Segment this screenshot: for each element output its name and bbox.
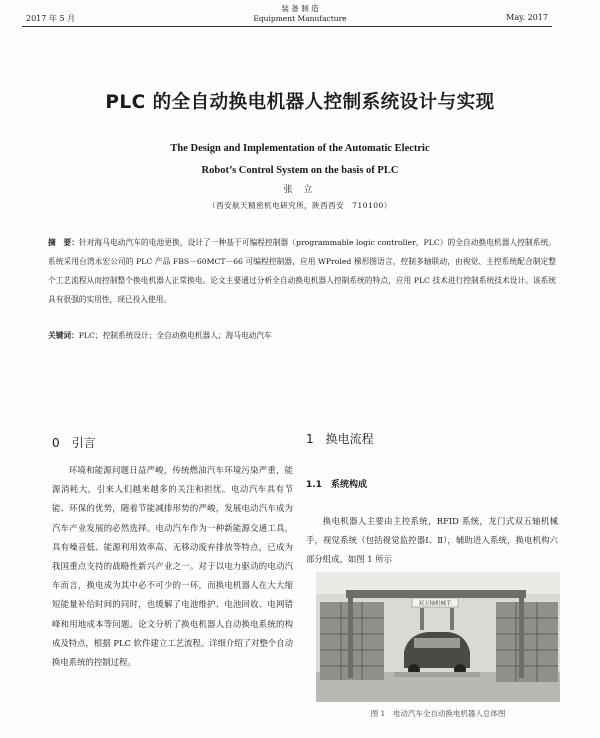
keywords-label: 关键词：: [48, 331, 79, 340]
battery-rack-right: [496, 602, 558, 682]
abstract-label: 摘 要：: [48, 238, 80, 247]
title-en-line1: The Design and Implementation of the Automatic Electric: [170, 143, 430, 154]
section-heading-process: 1 换电流程: [306, 432, 374, 446]
figure-caption: 图 1 电动汽车全自动换电机器人总体图: [370, 709, 506, 718]
journal-name-en: Equipment Manufacture: [253, 14, 347, 23]
figure-label: 双五轴机械手: [418, 601, 452, 607]
figure-robot-photo: [316, 572, 560, 702]
intro-paragraph: 环境和能源问题日益严峻，传统燃油汽车环境污染严重，能源消耗大，引来人们越来越多的关注和担忧。电动汽车具有节能、环保的优势，随着节能减排形势的严峻，发展电动汽车成为汽车产业发展的必然选择。电动汽车作为一种新能源交通工具，具有噪音低、能源利用效率高、无移动废弃排放等特点，已成为我国重点支持的战略性新兴产业之一。对于以电力驱动的电动汽车而言，换电成为其中必不可少的一环，而换电机器人在大大缩短能量补给时间的同时，也缓解了电池维护、电池回收、电网错峰和用地成本等问题。论文分析了换电机器人自动换电系统的构成及特点，根据 PLC 软件建立工艺流程。详细介绍了对整个自动换电系统的控制过程。: [52, 465, 293, 668]
subsection-heading-system: 1.1 系统构成: [306, 480, 367, 490]
abstract-text: 针对海马电动汽车的电池更换，设计了一种基于可编程控制器（programmable logic controller，PLC）的全自动换电机器人控制系统。系统采用台湾永宏公司的 PLC 产品 FBS－60MCT－66 可编程控制器，应用 WProled 梯形图语言，控制多轴联动，由视觉、主控系统配合制定整个工艺流程从而控制整个换电机器人正常换电。论文主要通过分析全自动换电机器人控制系统的特点，应用 PLC 技术进行控制系统技术设计。该系统具有很强的实用性，现已投入使用。: [48, 238, 556, 304]
journal-name-cn: 装 备 制 造: [281, 4, 319, 13]
gantry-beam: [346, 590, 526, 598]
title-cn: PLC 的全自动换电机器人控制系统设计与实现: [105, 92, 495, 113]
robot-arm-left: [420, 608, 424, 630]
electric-car: [404, 632, 470, 668]
header-rule: [22, 26, 552, 27]
abstract: [48, 233, 556, 309]
title-en-line2: Robot’s Control System on the basis of PLC: [201, 165, 399, 176]
intro-body: [52, 461, 293, 672]
author: 张 立: [283, 185, 317, 195]
title-en: [0, 138, 600, 182]
section-heading-intro: 0 引言: [52, 436, 96, 450]
gantry-post-right: [519, 598, 524, 678]
gantry-post-left: [348, 598, 353, 678]
lift-platform: [394, 672, 480, 677]
keywords-text: PLC；控制系统设计；全自动换电机器人；海马电动汽车: [78, 331, 272, 340]
car-windshield: [414, 638, 460, 648]
header-date: 2017 年 5 月: [26, 14, 76, 23]
affiliation: （西安航天精密机电研究所，陕西西安 710100）: [208, 201, 392, 210]
robot-arm-right: [450, 608, 454, 630]
header-date-en: May. 2017: [506, 13, 548, 22]
system-paragraph: 换电机器人主要由主控系统，RFID 系统，龙门式双五轴机械手，视觉系统（包括视觉监控器Ⅰ、Ⅱ），辅助进入系统，换电机构六部分组成，如图 1 所示: [306, 516, 558, 565]
system-body: [306, 512, 558, 570]
keywords: [48, 328, 556, 344]
